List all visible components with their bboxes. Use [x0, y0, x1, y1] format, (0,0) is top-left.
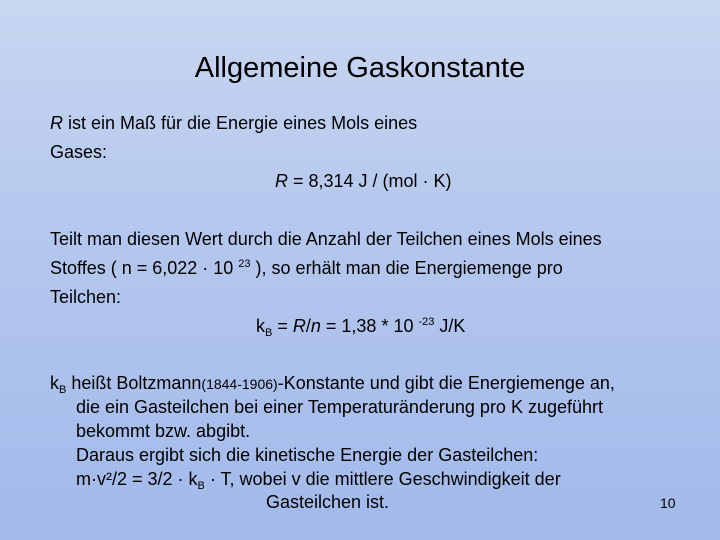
para2-line2-b: ), so erhält man die Energiemenge pro	[250, 258, 563, 278]
formula-n: n	[310, 316, 321, 336]
gas-constant-formula	[275, 170, 452, 192]
para3-k-sub: B	[59, 384, 67, 396]
formula-slash: /	[305, 316, 311, 336]
formula-R: R	[292, 316, 306, 336]
para3-text-b: -Konstante und gibt die Energiemenge an,	[277, 373, 615, 393]
para2-line2-a: Stoffes ( n = 6,022 · 10	[50, 258, 239, 278]
formula-r: R	[275, 171, 288, 191]
para2-line1: Teilt man diesen Wert durch die Anzahl der Teilchen eines Mols eines	[50, 229, 602, 249]
formula-exponent: -23	[418, 316, 435, 328]
para3-line3: bekommt bzw. abgibt.	[76, 421, 251, 441]
para3-line5-sub: B	[197, 480, 205, 492]
avogadro-exponent: 23	[238, 258, 251, 270]
formula-k-sub: B	[265, 327, 273, 339]
para2-line2	[50, 257, 563, 279]
para3-line4: Daraus ergibt sich die kinetische Energie der Gasteilchen:	[76, 445, 539, 465]
para1-line1	[50, 112, 417, 134]
boltzmann-formula	[256, 315, 465, 337]
page-number: 10	[660, 495, 676, 511]
kinetic-energy-formula	[76, 468, 561, 490]
formula-k: k	[256, 316, 265, 336]
para3-text-a: heißt Boltzmann	[66, 373, 202, 393]
para1-line1-text: ist ein Maß für die Energie eines Mols eines	[63, 113, 418, 133]
formula-eq2: = 1,38 * 10	[320, 316, 419, 336]
formula-eq1: =	[272, 316, 293, 336]
para3-line6: Gasteilchen ist.	[266, 492, 390, 512]
formula-r-value: = 8,314 J / (mol · K)	[288, 171, 452, 191]
para3-line5-b: · T, wobei v die mittlere Geschwindigkeit der	[204, 469, 561, 489]
formula-unit: J/K	[434, 316, 466, 336]
slide-title: Allgemeine Gaskonstante	[194, 52, 526, 84]
para3-line1	[50, 372, 615, 395]
para3-line2: die ein Gasteilchen bei einer Temperaturänderung pro K zugeführt	[76, 397, 604, 417]
para1-line2: Gases:	[50, 142, 108, 162]
symbol-r: R	[50, 113, 63, 133]
boltzmann-years: (1844-1906)	[201, 376, 278, 392]
para3-k: k	[50, 373, 59, 393]
para2-line3: Teilchen:	[50, 287, 122, 307]
para3-line5-a: m·v²/2 = 3/2 · k	[76, 469, 198, 489]
